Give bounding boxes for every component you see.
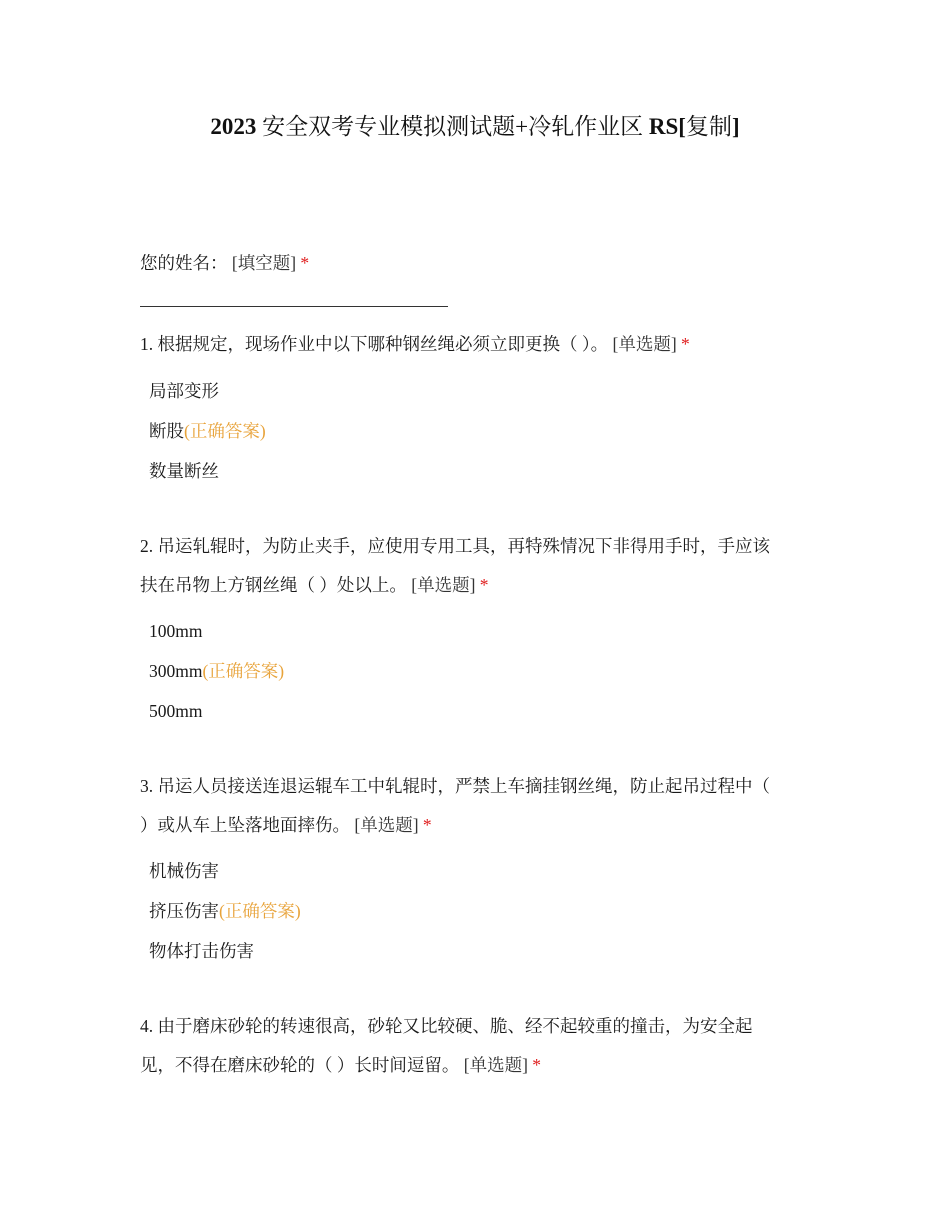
- page-title: [0, 112, 950, 142]
- question-type: [单选题]: [354, 815, 419, 835]
- option-item[interactable]: 数量断丝: [149, 461, 219, 481]
- question-type: [单选题]: [411, 575, 476, 595]
- option-item[interactable]: 断股(正确答案): [149, 421, 266, 441]
- question-text: 1. 根据规定，现场作业中以下哪种钢丝绳必须立即更换（ ）。: [140, 334, 609, 354]
- question-type: [填空题]: [231, 253, 297, 273]
- question-4: [140, 1007, 820, 1085]
- name-label: 您的姓名：: [140, 253, 228, 273]
- correct-answer-note: (正确答案): [219, 901, 301, 921]
- correct-answer-note: (正确答案): [202, 661, 285, 681]
- required-marker: *: [532, 1055, 542, 1075]
- required-marker: *: [300, 253, 310, 273]
- option-item[interactable]: 300mm(正确答案): [149, 661, 285, 681]
- correct-answer-note: (正确答案): [184, 421, 266, 441]
- question-text-line1: 3. 吊运人员接送连退运辊车工中轧辊时，严禁上车摘挂钢丝绳，防止起吊过程中（: [140, 776, 770, 796]
- question-type: [单选题]: [463, 1055, 528, 1075]
- option-item[interactable]: 100mm: [149, 621, 203, 641]
- option-item[interactable]: 机械伤害: [149, 861, 219, 881]
- name-answer-line[interactable]: [140, 306, 448, 307]
- required-marker: *: [479, 575, 489, 595]
- option-item[interactable]: 局部变形: [149, 381, 219, 401]
- required-marker: *: [422, 815, 432, 835]
- title-code: RS[: [648, 114, 686, 139]
- question-3: [140, 767, 820, 845]
- question-text-line1: 2. 吊运轧辊时，为防止夹手，应使用专用工具，再特殊情况下非得用手时，手应该: [140, 536, 770, 556]
- question-2: [140, 527, 820, 605]
- question-text-line2: 见，不得在磨床砂轮的（ ）长时间逗留。: [140, 1055, 460, 1075]
- name-question: [140, 244, 820, 283]
- option-item[interactable]: 500mm: [149, 701, 203, 721]
- question-text-line1: 4. 由于磨床砂轮的转速很高，砂轮又比较硬、脆、经不起较重的撞击，为安全起: [140, 1016, 753, 1036]
- required-marker: *: [681, 334, 690, 354]
- question-type: [单选题]: [612, 334, 677, 354]
- title-close: ]: [731, 114, 740, 139]
- question-text-line2: 扶在吊物上方钢丝绳（ ）处以上。: [140, 575, 407, 595]
- question-1: [140, 325, 820, 364]
- title-text: 安全双考专业模拟测试题+冷轧作业区: [262, 114, 644, 139]
- title-suffix: 复制: [685, 114, 732, 139]
- option-item[interactable]: 挤压伤害(正确答案): [149, 901, 301, 921]
- option-item[interactable]: 物体打击伤害: [149, 941, 254, 961]
- title-year: 2023: [210, 114, 257, 139]
- question-text-line2: ）或从车上坠落地面摔伤。: [140, 815, 350, 835]
